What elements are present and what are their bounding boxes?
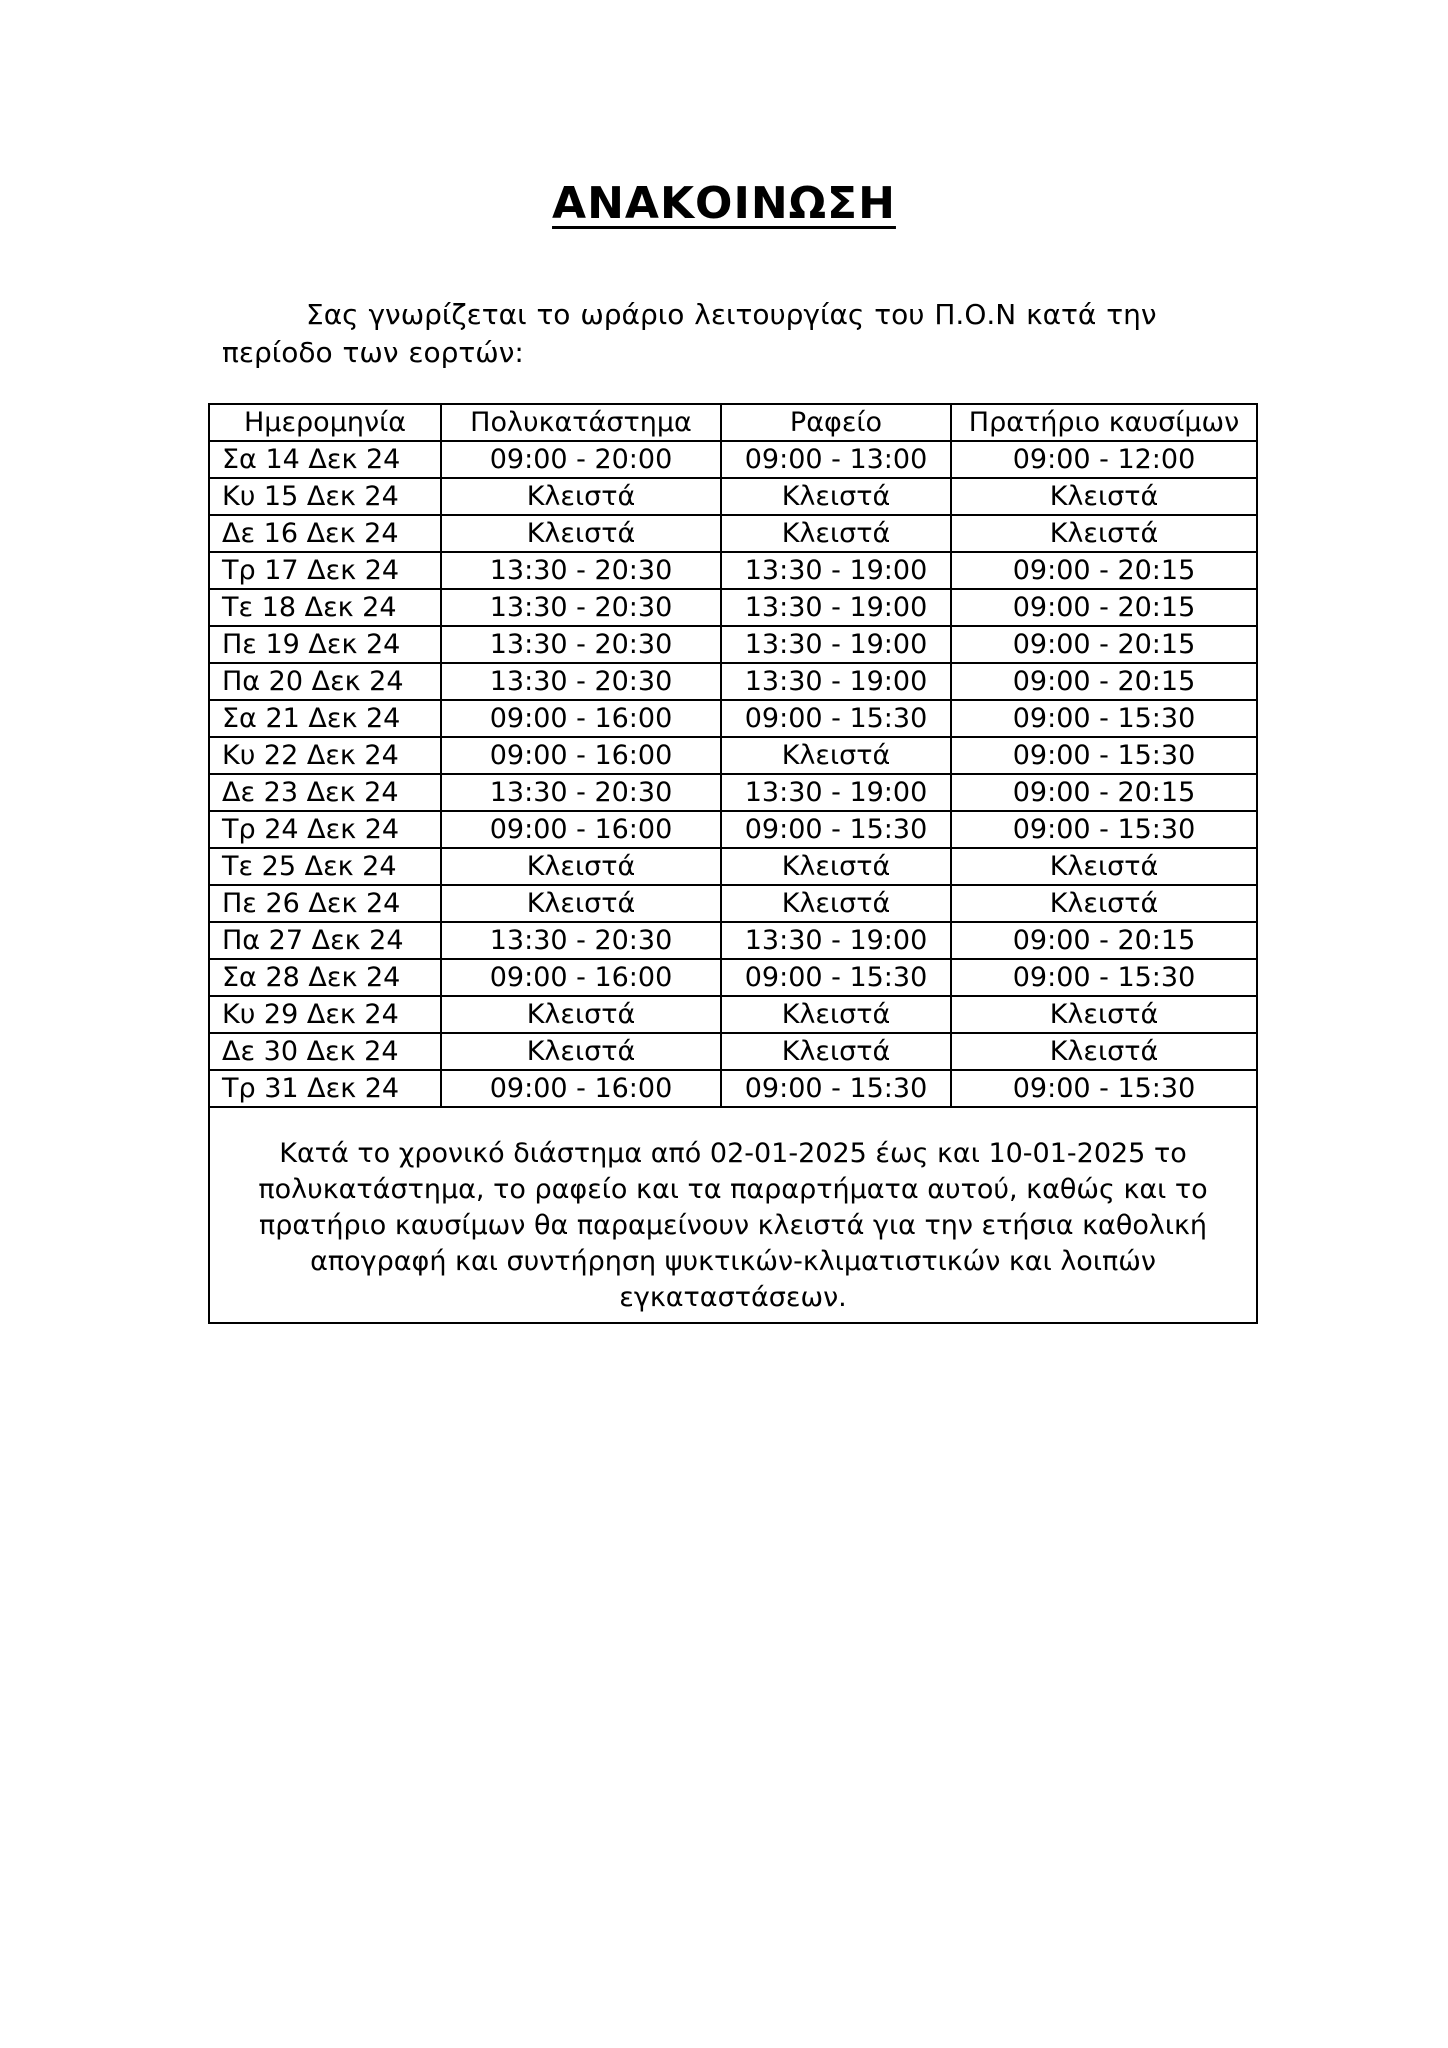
fuel-station-cell: Κλειστά [951,478,1257,515]
table-row [209,589,1257,626]
fuel-station-cell: 09:00 - 15:30 [951,811,1257,848]
department-store-cell: 09:00 - 16:00 [441,737,721,774]
tailor-shop-cell: Κλειστά [721,737,951,774]
table-row [209,774,1257,811]
date-cell: Τρ 17 Δεκ 24 [209,552,441,589]
table-row [209,700,1257,737]
tailor-shop-cell: Κλειστά [721,478,951,515]
tailor-shop-cell: Κλειστά [721,1033,951,1070]
table-row [209,1033,1257,1070]
department-store-cell: Κλειστά [441,515,721,552]
fuel-station-cell: 09:00 - 15:30 [951,737,1257,774]
date-cell: Δε 23 Δεκ 24 [209,774,441,811]
date-cell: Τρ 24 Δεκ 24 [209,811,441,848]
table-row [209,737,1257,774]
department-store-cell: 13:30 - 20:30 [441,552,721,589]
date-cell: Τε 25 Δεκ 24 [209,848,441,885]
table-row [209,552,1257,589]
tailor-shop-cell: 09:00 - 15:30 [721,700,951,737]
date-cell: Πε 26 Δεκ 24 [209,885,441,922]
fuel-station-cell: 09:00 - 12:00 [951,441,1257,478]
date-cell: Δε 16 Δεκ 24 [209,515,441,552]
fuel-station-cell: 09:00 - 15:30 [951,1070,1257,1107]
department-store-cell: 13:30 - 20:30 [441,774,721,811]
department-store-cell: Κλειστά [441,885,721,922]
fuel-station-cell: Κλειστά [951,885,1257,922]
title-text: ΑΝΑΚΟΙΝΩΣΗ [552,178,896,229]
table-body [209,441,1257,1107]
date-cell: Σα 21 Δεκ 24 [209,700,441,737]
tailor-shop-cell: 09:00 - 15:30 [721,959,951,996]
fuel-station-cell: 09:00 - 20:15 [951,626,1257,663]
intro-paragraph: Σας γνωρίζεται το ωράριο λειτουργίας του Π.Ο.Ν κατά την περίοδο των εορτών: [222,298,1157,369]
date-cell: Πα 20 Δεκ 24 [209,663,441,700]
fuel-station-cell: 09:00 - 15:30 [951,700,1257,737]
header-tailor-shop: Ραφείο [721,404,951,441]
fuel-station-cell: Κλειστά [951,1033,1257,1070]
date-cell: Τε 18 Δεκ 24 [209,589,441,626]
date-cell: Πε 19 Δεκ 24 [209,626,441,663]
date-cell: Σα 14 Δεκ 24 [209,441,441,478]
fuel-station-cell: 09:00 - 20:15 [951,663,1257,700]
date-cell: Κυ 15 Δεκ 24 [209,478,441,515]
table-row [209,848,1257,885]
fuel-station-cell: Κλειστά [951,515,1257,552]
fuel-station-cell: Κλειστά [951,848,1257,885]
date-cell: Κυ 29 Δεκ 24 [209,996,441,1033]
department-store-cell: 13:30 - 20:30 [441,626,721,663]
table-row [209,996,1257,1033]
department-store-cell: 13:30 - 20:30 [441,922,721,959]
department-store-cell: 09:00 - 16:00 [441,811,721,848]
tailor-shop-cell: Κλειστά [721,996,951,1033]
department-store-cell: 09:00 - 16:00 [441,1070,721,1107]
fuel-station-cell: 09:00 - 20:15 [951,589,1257,626]
table-row [209,1070,1257,1107]
tailor-shop-cell: 13:30 - 19:00 [721,626,951,663]
tailor-shop-cell: 13:30 - 19:00 [721,589,951,626]
fuel-station-cell: Κλειστά [951,996,1257,1033]
department-store-cell: Κλειστά [441,848,721,885]
tailor-shop-cell: 13:30 - 19:00 [721,663,951,700]
table-header-row [209,404,1257,441]
fuel-station-cell: 09:00 - 15:30 [951,959,1257,996]
date-cell: Πα 27 Δεκ 24 [209,922,441,959]
department-store-cell: 13:30 - 20:30 [441,589,721,626]
department-store-cell: 09:00 - 20:00 [441,441,721,478]
note-row [209,1107,1257,1323]
table-row [209,626,1257,663]
date-cell: Σα 28 Δεκ 24 [209,959,441,996]
page-title [0,178,1448,229]
department-store-cell: Κλειστά [441,996,721,1033]
tailor-shop-cell: Κλειστά [721,848,951,885]
closure-note: Κατά το χρονικό διάστημα από 02-01-2025 έως και 10-01-2025 το πολυκατάστημα, το ραφείο και τα παραρτήματα αυτού, καθώς και το πρατήριο καυσίμων θα παραμείνουν κλειστά για την ετήσια καθολική απογραφή και συντήρηση ψυκτικών-κλιματιστικών και λοιπών εγκαταστάσεων. [209,1107,1257,1323]
table-row [209,885,1257,922]
header-department-store: Πολυκατάστημα [441,404,721,441]
tailor-shop-cell: 13:30 - 19:00 [721,552,951,589]
fuel-station-cell: 09:00 - 20:15 [951,922,1257,959]
table-row [209,515,1257,552]
tailor-shop-cell: 09:00 - 13:00 [721,441,951,478]
department-store-cell: Κλειστά [441,1033,721,1070]
table-row [209,922,1257,959]
table-row [209,478,1257,515]
department-store-cell: 09:00 - 16:00 [441,959,721,996]
tailor-shop-cell: 13:30 - 19:00 [721,922,951,959]
date-cell: Δε 30 Δεκ 24 [209,1033,441,1070]
tailor-shop-cell: 09:00 - 15:30 [721,811,951,848]
table-row [209,959,1257,996]
fuel-station-cell: 09:00 - 20:15 [951,552,1257,589]
header-date: Ημερομηνία [209,404,441,441]
table-row [209,441,1257,478]
department-store-cell: 13:30 - 20:30 [441,663,721,700]
header-fuel-station: Πρατήριο καυσίμων [951,404,1257,441]
tailor-shop-cell: 09:00 - 15:30 [721,1070,951,1107]
tailor-shop-cell: Κλειστά [721,515,951,552]
date-cell: Κυ 22 Δεκ 24 [209,737,441,774]
date-cell: Τρ 31 Δεκ 24 [209,1070,441,1107]
department-store-cell: Κλειστά [441,478,721,515]
fuel-station-cell: 09:00 - 20:15 [951,774,1257,811]
table-row [209,663,1257,700]
table-row [209,811,1257,848]
tailor-shop-cell: Κλειστά [721,885,951,922]
tailor-shop-cell: 13:30 - 19:00 [721,774,951,811]
department-store-cell: 09:00 - 16:00 [441,700,721,737]
holiday-schedule-table [208,403,1258,1324]
